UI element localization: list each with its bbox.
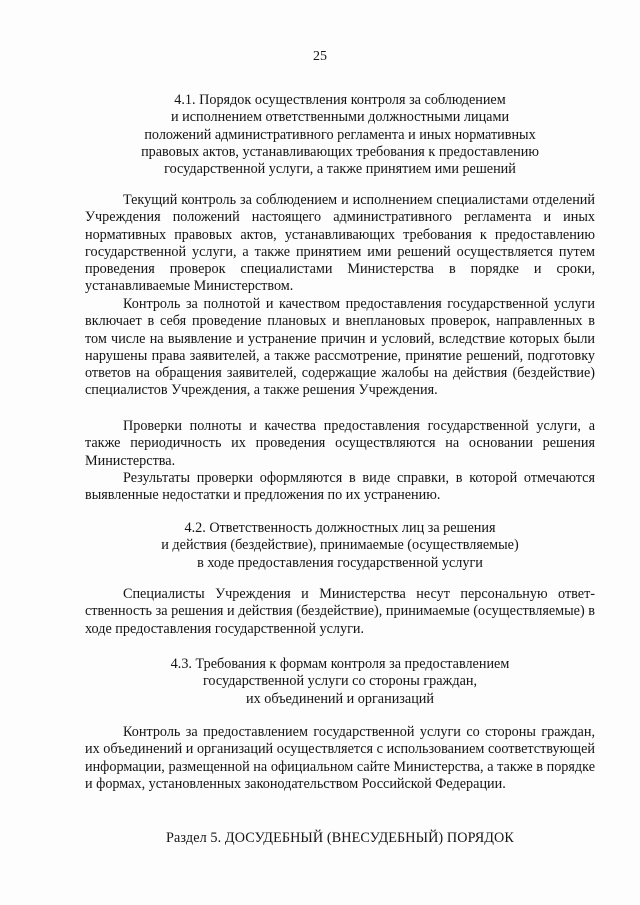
heading-line: 4.3. Требования к формам контроля за предоставлением: [170, 656, 510, 672]
heading-4-3: [85, 656, 595, 708]
heading-line: и исполнением ответственными должностными лицами: [170, 109, 510, 126]
heading-4-2: [85, 520, 595, 572]
heading-line: государственной услуги, а также принятием ими решений: [164, 161, 516, 178]
heading-line: и действия (бездействие), принимаемые (осуществляемые): [161, 537, 519, 554]
paragraph-responsibility: Специалисты Учреждения и Министерства несут персональную ответственность за решения и действия (бездействие), принимаемые (осуществляемые) в ходе предоставления государственной услуги.: [85, 586, 595, 637]
heading-line: в ходе предоставления государственной услуги: [197, 554, 483, 571]
section-5-title: Раздел 5. ДОСУДЕБНЫЙ (ВНЕСУДЕБНЫЙ) ПОРЯДОК: [166, 830, 514, 846]
heading-line: правовых актов, устанавливающих требования к предоставлению: [141, 143, 539, 160]
page-number: 25: [313, 49, 327, 64]
paragraph-public-control: Контроль за предоставлением государственной услуги со стороны граждан, их объединений и организаций осуществляется с использованием соответствующей информации, размещенной на официальном сайте Министерства, а также в порядке и формах, установленных законодательством Российской Федерации.: [85, 724, 595, 792]
heading-line: государственной услуги со стороны граждан,: [202, 673, 478, 690]
heading-line: их объединений и организаций: [246, 690, 434, 707]
heading-4-1: [85, 92, 595, 178]
heading-line: положений административного регламента и иных нормативных: [144, 126, 536, 143]
heading-line: 4.1. Порядок осуществления контроля за соблюдением: [174, 92, 506, 108]
paragraph-results: Результаты проверки оформляются в виде справки, в которой отмечаются выявленные недостатки и предложения по их устранению.: [85, 470, 595, 504]
paragraph-current-control: Текущий контроль за соблюдением и исполнением специалистами отделений Учреждения положений настоящего административного регламента и иных нормативных правовых актов, устанавливающих требования к предоставлению государственной услуги, а также принятием ими решений осуществляется путем проведения проверок специалистами Министерства в порядке и сроки, устанавливаемые Министерством.: [85, 192, 595, 295]
heading-line: 4.2. Ответственность должностных лиц за решения: [184, 520, 496, 536]
paragraph-quality-control: Контроль за полнотой и качеством предоставления государственной услуги включает в себя проведение плановых и внеплановых проверок, направленных в том числе на выявление и устранение причин и условий, вследствие которых были нарушены права заявителей, а также рассмотрение, принятие решений, подготовку ответов на обращения заявителей, содержащие жалобы на действия (бездействие) специалистов Учреждения, а также решения Учреждения.: [85, 296, 595, 399]
paragraph-checks: Проверки полноты и качества предоставления государственной услуги, а также периодичность их проведения осуществляются на основании решения Министерства.: [85, 418, 595, 469]
